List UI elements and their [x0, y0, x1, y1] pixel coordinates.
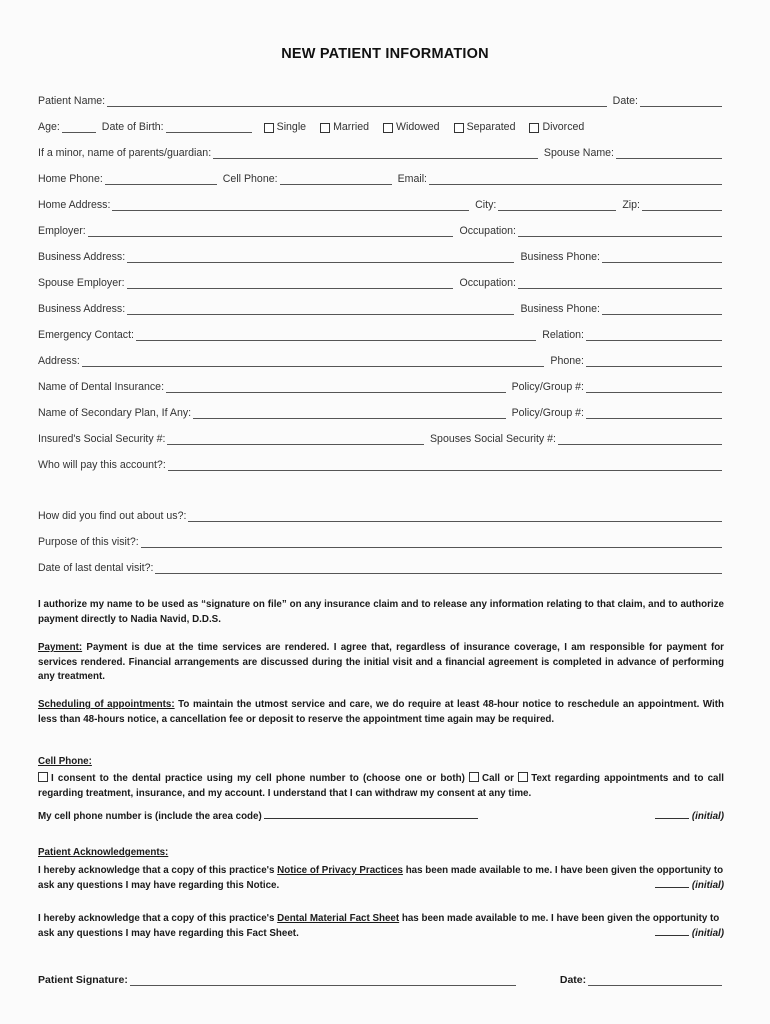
phone-row [38, 171, 722, 185]
insurance-row [38, 379, 722, 393]
patient-name-label: Patient Name: [38, 95, 106, 107]
spouse-business-address-field[interactable] [127, 304, 514, 315]
email-label: Email: [397, 173, 427, 185]
ack-heading-text: Patient Acknowledgements: [38, 847, 169, 858]
widowed-option[interactable] [383, 121, 440, 133]
signature-label: Patient Signature: [38, 974, 128, 986]
cell-phone-label: Cell Phone: [222, 173, 278, 185]
scheduling-heading: Scheduling of appointments: [38, 699, 175, 710]
scheduling-text: To maintain the utmost service and care, we do require at least 48-hour notice to reschedule an appointment. With less than 48-hours notice, a cancellation fee or deposit to reserve the appointment time again may be required. [38, 699, 724, 725]
cell-number-label: My cell phone number is (include the area code) [38, 811, 262, 822]
married-checkbox[interactable] [320, 123, 330, 133]
payment-section [38, 641, 724, 685]
age-row [38, 119, 722, 133]
page-title: NEW PATIENT INFORMATION [281, 46, 489, 62]
purpose-row [38, 534, 722, 548]
home-phone-label: Home Phone: [38, 173, 103, 185]
business-phone-label: Business Phone: [520, 251, 600, 263]
zip-label: Zip: [622, 199, 640, 211]
business-address-field[interactable] [127, 252, 514, 263]
consent-text-a: I consent to the dental practice using my cell phone number to (choose one or both) [51, 773, 465, 784]
guardian-row [38, 145, 722, 159]
guardian-field[interactable] [213, 148, 538, 159]
secondary-policy-field[interactable] [586, 408, 722, 419]
employer-field[interactable] [88, 226, 454, 237]
last-visit-label: Date of last dental visit?: [38, 562, 154, 574]
address-label: Address: [38, 355, 80, 367]
referral-label: How did you find out about us?: [38, 510, 187, 522]
emergency-row [38, 327, 722, 341]
privacy-notice-link: Notice of Privacy Practices [277, 865, 403, 876]
patient-name-field[interactable] [107, 96, 607, 107]
spouse-name-label: Spouse Name: [543, 147, 614, 159]
secondary-plan-row [38, 405, 722, 419]
signature-date-label: Date: [559, 974, 587, 986]
referral-row [38, 508, 722, 522]
privacy-post: has been made available to me. I have been given the opportunity to ask any questions I may have regarding this Notice. [38, 865, 724, 891]
spouse-employer-row [38, 275, 722, 289]
phone-field[interactable] [586, 356, 722, 367]
cell-number-line [38, 809, 724, 825]
dental-fact-sheet-link: Dental Material Fact Sheet [277, 913, 400, 924]
home-address-row [38, 197, 722, 211]
spouse-ssn-label: Spouses Social Security #: [429, 433, 556, 445]
consent-text-b: and to call regarding treatment, insurance, and my account. I understand that I can withdraw my consent at any time. [38, 773, 724, 799]
phone-label: Phone: [550, 355, 584, 367]
cell-phone-heading [38, 755, 724, 770]
dob-label: Date of Birth: [101, 121, 164, 133]
dental-insurance-field[interactable] [166, 382, 506, 393]
single-option[interactable] [264, 121, 306, 133]
spouse-ssn-field[interactable] [558, 434, 722, 445]
business-address-label: Business Address: [38, 251, 126, 263]
married-option[interactable] [320, 121, 369, 133]
widowed-checkbox[interactable] [383, 123, 393, 133]
secondary-plan-field[interactable] [193, 408, 505, 419]
signature-date-field[interactable] [588, 975, 722, 986]
payment-heading: Payment: [38, 642, 83, 653]
signature-field[interactable] [130, 975, 516, 986]
relation-label: Relation: [542, 329, 584, 341]
divorced-checkbox[interactable] [529, 123, 539, 133]
address-field[interactable] [82, 356, 545, 367]
employer-label: Employer: [38, 225, 86, 237]
secondary-policy-label: Policy/Group #: [511, 407, 584, 419]
city-field[interactable] [498, 200, 616, 211]
signature-row [38, 972, 722, 986]
dob-field[interactable] [166, 122, 252, 133]
emergency-contact-field[interactable] [136, 330, 536, 341]
spouse-name-field[interactable] [616, 148, 722, 159]
divorced-label: Divorced [542, 121, 585, 133]
emergency-address-row [38, 353, 722, 367]
emergency-contact-label: Emergency Contact: [38, 329, 134, 341]
spouse-occupation-field[interactable] [518, 278, 722, 289]
call-checkbox[interactable] [469, 772, 479, 782]
insured-ssn-field[interactable] [167, 434, 424, 445]
date-label: Date: [612, 95, 638, 107]
patient-name-row [38, 93, 722, 107]
date-field[interactable] [640, 96, 722, 107]
secondary-plan-label: Name of Secondary Plan, If Any: [38, 407, 192, 419]
who-pay-label: Who will pay this account?: [38, 459, 166, 471]
cell-initial-field[interactable] [655, 809, 689, 819]
relation-field[interactable] [586, 330, 722, 341]
call-label: Call or [482, 773, 514, 784]
occupation-field[interactable] [518, 226, 722, 237]
payment-text: Payment is due at the time services are rendered. I agree that, regardless of insurance coverage, I am responsible for payment for services rendered. Financial arrangements are discussed during the initial visit and a financial agreement is completed in advance of performing any treatment. [38, 642, 724, 682]
purpose-label: Purpose of this visit?: [38, 536, 139, 548]
guardian-label: If a minor, name of parents/guardian: [38, 147, 212, 159]
ssn-row [38, 431, 722, 445]
dental-post: has been made available to me. I have been given the opportunity to ask any questions I may have regarding this Fact Sheet. [38, 913, 720, 939]
text-option-label: Text regarding appointments [531, 773, 669, 784]
separated-checkbox[interactable] [454, 123, 464, 133]
home-address-field[interactable] [112, 200, 469, 211]
spouse-business-address-row [38, 301, 722, 315]
referral-field[interactable] [188, 511, 722, 522]
privacy-pre: I hereby acknowledge that a copy of this practice's [38, 865, 278, 876]
employer-row [38, 223, 722, 237]
business-address-row [38, 249, 722, 263]
city-label: City: [475, 199, 497, 211]
privacy-ack [38, 864, 724, 893]
dental-initial-field[interactable] [655, 926, 689, 936]
age-field[interactable] [62, 122, 96, 133]
who-pay-row [38, 457, 722, 471]
spouse-business-address-label: Business Address: [38, 303, 126, 315]
privacy-initial-label: (initial) [691, 879, 724, 891]
widowed-label: Widowed [396, 121, 440, 133]
scheduling-section [38, 698, 724, 727]
age-label: Age: [38, 121, 60, 133]
home-address-label: Home Address: [38, 199, 111, 211]
spouse-business-phone-label: Business Phone: [520, 303, 600, 315]
cell-number-field[interactable] [264, 809, 478, 819]
consent-checkbox[interactable] [38, 772, 48, 782]
cell-initial-label: (initial) [691, 811, 724, 822]
spouse-business-phone-field[interactable] [602, 304, 722, 315]
authorization-text: I authorize my name to be used as “signature on file” on any insurance claim and to release any information relating to that claim, and to authorize payment directly to Nadia Navid, D.D.S. [38, 599, 724, 625]
cell-phone-field[interactable] [280, 174, 392, 185]
policy-group-field[interactable] [586, 382, 722, 393]
spouse-employer-field[interactable] [127, 278, 454, 289]
last-visit-row [38, 560, 722, 574]
ack-heading [38, 846, 724, 861]
dental-initial-label: (initial) [691, 927, 724, 939]
divorced-option[interactable] [529, 121, 584, 133]
dental-ack [38, 912, 724, 941]
insured-ssn-label: Insured's Social Security #: [38, 433, 166, 445]
spouse-occupation-label: Occupation: [459, 277, 516, 289]
single-checkbox[interactable] [264, 123, 274, 133]
last-visit-field[interactable] [155, 563, 722, 574]
dental-pre: I hereby acknowledge that a copy of this practice's [38, 913, 278, 924]
policy-group-label: Policy/Group #: [511, 381, 584, 393]
cell-heading-text: Cell Phone: [38, 756, 92, 767]
occupation-label: Occupation: [459, 225, 516, 237]
dental-insurance-label: Name of Dental Insurance: [38, 381, 165, 393]
text-checkbox[interactable] [518, 772, 528, 782]
single-label: Single [276, 121, 307, 133]
purpose-field[interactable] [141, 537, 722, 548]
married-label: Married [333, 121, 369, 133]
email-field[interactable] [429, 174, 722, 185]
who-pay-field[interactable] [168, 460, 722, 471]
business-phone-field[interactable] [602, 252, 722, 263]
cell-consent-text [38, 771, 724, 801]
privacy-initial-field[interactable] [655, 878, 689, 888]
zip-field[interactable] [642, 200, 722, 211]
spouse-employer-label: Spouse Employer: [38, 277, 125, 289]
home-phone-field[interactable] [105, 174, 217, 185]
separated-label: Separated [466, 121, 516, 133]
separated-option[interactable] [454, 121, 516, 133]
